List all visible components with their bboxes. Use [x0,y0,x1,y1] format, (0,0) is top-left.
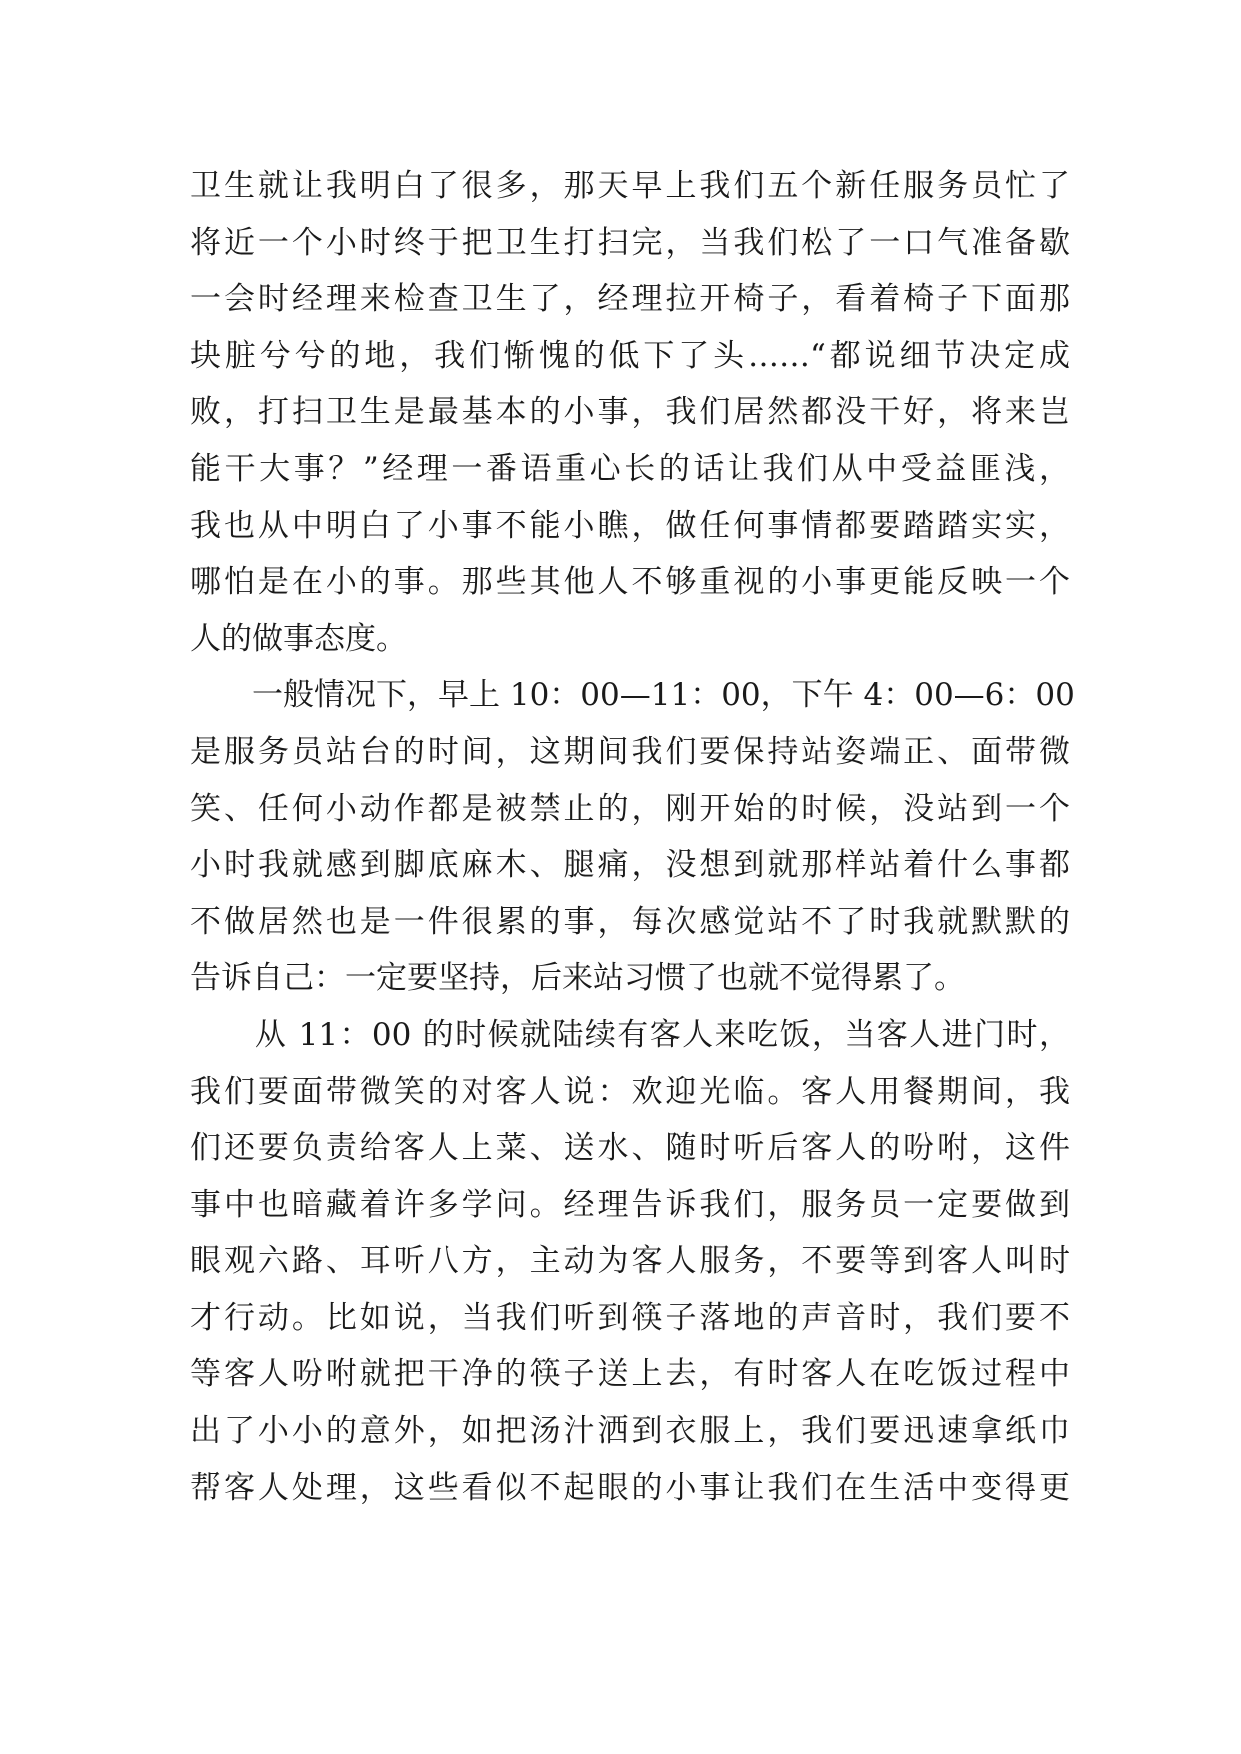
text-line: 出了小小的意外，如把汤汁洒到衣服上，我们要迅速拿纸巾 [190,1413,1070,1450]
text-line: 告诉自己：一定要坚持，后来站习惯了也就不觉得累了。 [190,960,965,997]
text-line: 将近一个小时终于把卫生打扫完，当我们松了一口气准备歇 [190,224,1070,261]
text-line: 们还要负责给客人上菜、送水、随时听后客人的吩咐，这件 [190,1130,1070,1167]
paragraph-2 [190,667,1075,1007]
text-line: 眼观六路、耳听八方，主动为客人服务，不要等到客人叫时 [190,1243,1070,1280]
text-line: 能干大事？”经理一番语重心长的话让我们从中受益匪浅， [190,450,1070,487]
body-text [190,158,1075,1516]
text-line: 小时我就感到脚底麻木、腿痛，没想到就那样站着什么事都 [190,847,1070,884]
text-line: 事中也暗藏着许多学问。经理告诉我们，服务员一定要做到 [190,1186,1070,1223]
text-line: 不做居然也是一件很累的事，每次感觉站不了时我就默默的 [190,903,1070,940]
text-line: 人的做事态度。 [190,620,407,657]
text-line: 一会时经理来检查卫生了，经理拉开椅子，看着椅子下面那 [190,281,1070,318]
text-line: 是服务员站台的时间，这期间我们要保持站姿端正、面带微 [190,733,1070,770]
text-line: 卫生就让我明白了很多，那天早上我们五个新任服务员忙了 [190,168,1070,204]
text-line: 才行动。比如说，当我们听到筷子落地的声音时，我们要不 [190,1299,1070,1336]
text-line: 哪怕是在小的事。那些其他人不够重视的小事更能反映一个 [190,564,1070,601]
text-line: 等客人吩咐就把干净的筷子送上去，有时客人在吃饭过程中 [190,1356,1070,1393]
text-line: 败，打扫卫生是最基本的小事，我们居然都没干好，将来岂 [190,394,1070,431]
text-line: 我也从中明白了小事不能小瞧，做任何事情都要踏踏实实， [190,507,1070,544]
text-line: 一般情况下，早上 10：00—11：00，下午 4：00—6：00 [190,677,1075,714]
text-line: 帮客人处理，这些看似不起眼的小事让我们在生活中变得更 [190,1469,1070,1506]
paragraph-1 [190,158,1070,667]
text-line: 从 11：00 的时候就陆续有客人来吃饭，当客人进门时， [190,1016,1070,1053]
text-line: 笑、任何小动作都是被禁止的，刚开始的时候，没站到一个 [190,790,1070,827]
text-line: 块脏兮兮的地，我们惭愧的低下了头……“都说细节决定成 [190,337,1070,374]
paragraph-3 [190,1007,1070,1516]
text-line: 我们要面带微笑的对客人说：欢迎光临。客人用餐期间，我 [190,1073,1070,1110]
